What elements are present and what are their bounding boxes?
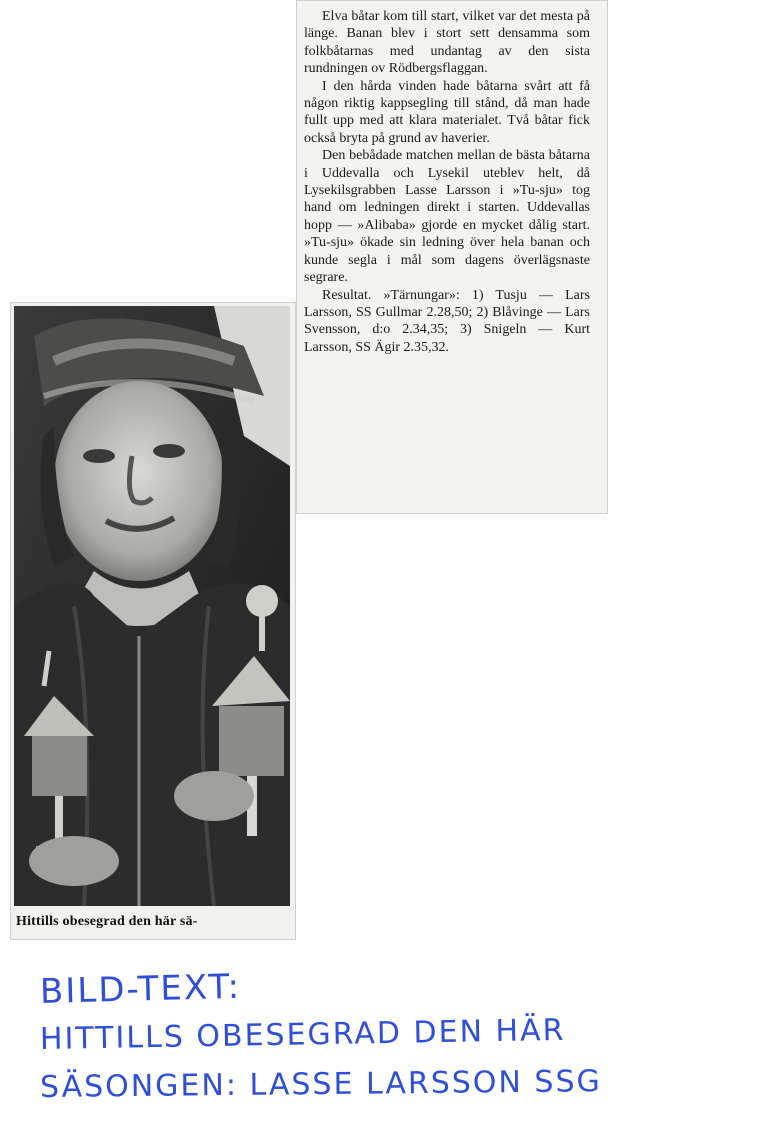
handwritten-line: BILD-TEXT:: [39, 966, 242, 1012]
photo-clipping: [10, 302, 296, 940]
newspaper-article-clipping: [296, 0, 608, 514]
article-paragraph: I den hårda vinden hade båtarna svårt att få någon riktig kappsegling till stånd, då man hade fullt upp med att klara materialet. Två båtar fick också bryta på grund av haverier.: [304, 78, 590, 146]
portrait-photo: [14, 306, 290, 906]
article-column: [304, 8, 590, 356]
handwritten-line: SÄSONGEN: LASSE LARSSON SSG: [39, 1064, 602, 1105]
photo-caption: Hittills obesegrad den här sä-: [16, 914, 198, 929]
handwritten-note: [40, 968, 770, 1112]
handwritten-line: HITTILLS OBESEGRAD DEN HÄR: [39, 1012, 566, 1057]
article-paragraph: Elva båtar kom till start, vilket var det mesta på länge. Banan blev i stort sett densamma som folkbåtarnas med undantag av den sista rundningen ov Rödbergsflaggan.: [304, 9, 590, 77]
article-paragraph: Den bebådade matchen mellan de bästa båtarna i Uddevalla och Lysekil uteblev helt, då Lysekilsgrabben Lasse Larsson i »Tu-sju» tog hand om ledningen direkt i starten. Uddevallas hopp — »Alibaba» gjorde en mycket dålig start. »Tu-sju» ökade sin ledning över hela banan och kunde segla i mål som dagens överlägsnaste segrare.: [304, 148, 590, 286]
article-paragraph: Resultat. »Tärnungar»: 1) Tusju — Lars Larsson, SS Gullmar 2.28,50; 2) Blåvinge — Lars Svensson, d:o 2.34,35; 3) Snigeln — Kurt Larsson, SS Ägir 2.35,32.: [304, 287, 590, 355]
